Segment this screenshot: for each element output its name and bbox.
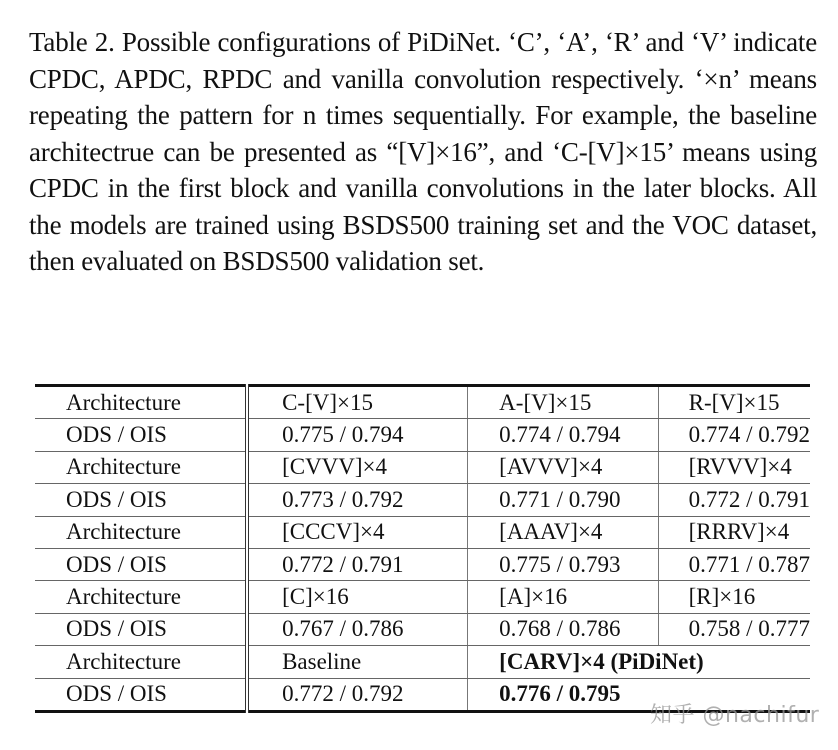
table-cell: 0.775 / 0.794 (247, 419, 468, 451)
table-cell: C-[V]×15 (247, 386, 468, 419)
table-row (35, 419, 810, 451)
table-row (35, 386, 810, 419)
table-cell: 0.768 / 0.786 (468, 613, 658, 645)
table-row (35, 484, 810, 516)
table-cell: [A]×16 (468, 581, 658, 613)
table-cell: [AVVV]×4 (468, 451, 658, 483)
table-cell: [RRRV]×4 (658, 516, 810, 548)
configurations-table (35, 384, 810, 713)
table-cell: [C]×16 (247, 581, 468, 613)
row-label: ODS / OIS (35, 484, 247, 516)
caption-text: Table 2. Possible configurations of PiDiNet. ‘C’, ‘A’, ‘R’ and ‘V’ indicate CPDC, APDC, RPDC and vanilla convolution respectively. ‘×n’ means repeating the pattern for n times sequentially. For example, the baseline architectrue can be presented as “[V]×16”, and ‘C-[V]×15’ means using CPDC in the first block and vanilla convolutions in the later blocks. All the models are trained using BSDS500 training set and the VOC dataset, then evaluated on BSDS500 validation set. (29, 27, 817, 276)
row-label: ODS / OIS (35, 548, 247, 580)
table-cell: 0.767 / 0.786 (247, 613, 468, 645)
table-cell: 0.775 / 0.793 (468, 548, 658, 580)
row-label: Architecture (35, 646, 247, 678)
row-label: Architecture (35, 581, 247, 613)
table-cell: [AAAV]×4 (468, 516, 658, 548)
row-label: Architecture (35, 451, 247, 483)
table-cell: [CCCV]×4 (247, 516, 468, 548)
table-row (35, 516, 810, 548)
table-cell: [RVVV]×4 (658, 451, 810, 483)
table-caption (29, 24, 817, 280)
watermark: 知乎 @nachifur (650, 703, 820, 728)
table-cell: 0.771 / 0.787 (658, 548, 810, 580)
table-row (35, 646, 810, 678)
table-cell: A-[V]×15 (468, 386, 658, 419)
row-label: Architecture (35, 516, 247, 548)
table-row (35, 548, 810, 580)
table-cell: R-[V]×15 (658, 386, 810, 419)
table-cell: [CVVV]×4 (247, 451, 468, 483)
pidinet-architecture-cell: [CARV]×4 (PiDiNet) (468, 646, 810, 678)
table-cell: 0.774 / 0.792 (658, 419, 810, 451)
table-cell: 0.773 / 0.792 (247, 484, 468, 516)
table-cell: 0.772 / 0.792 (247, 678, 468, 711)
row-label: Architecture (35, 386, 247, 419)
row-label: ODS / OIS (35, 678, 247, 711)
table-row (35, 581, 810, 613)
table-cell: 0.758 / 0.777 (658, 613, 810, 645)
table-cell: 0.771 / 0.790 (468, 484, 658, 516)
pidinet-score-cell: 0.776 / 0.795 (499, 681, 621, 707)
table-row (35, 451, 810, 483)
table-cell: 0.774 / 0.794 (468, 419, 658, 451)
table-cell: 0.772 / 0.791 (658, 484, 810, 516)
row-label: ODS / OIS (35, 419, 247, 451)
table-cell: 0.772 / 0.791 (247, 548, 468, 580)
table-cell: Baseline (247, 646, 468, 678)
table-row (35, 613, 810, 645)
row-label: ODS / OIS (35, 613, 247, 645)
table-cell: [R]×16 (658, 581, 810, 613)
